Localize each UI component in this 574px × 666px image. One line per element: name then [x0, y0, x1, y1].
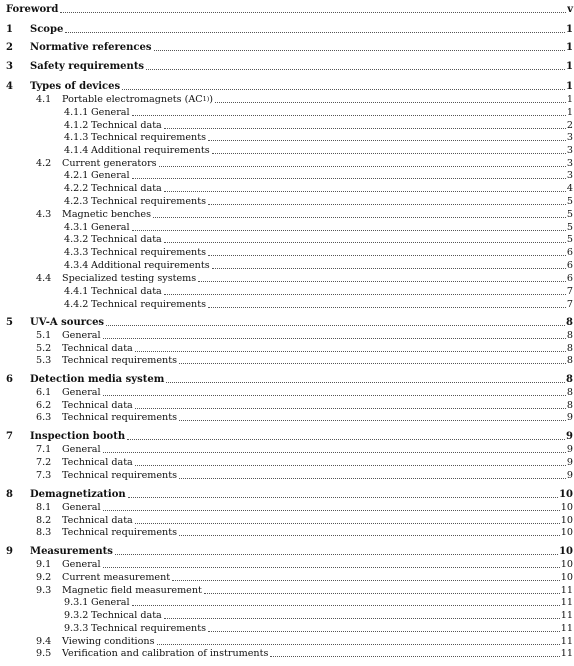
dot-leader — [270, 655, 559, 657]
toc-entry[interactable] — [0, 353, 574, 367]
toc-entry-page-number: 8 — [566, 400, 573, 411]
dot-leader — [179, 419, 566, 421]
toc-entry-page-number: 10 — [560, 515, 573, 526]
toc-entry[interactable] — [0, 372, 574, 386]
toc-entry-page-number: 8 — [566, 387, 573, 398]
toc-entry[interactable] — [0, 621, 574, 635]
toc-entry-title: Portable electromagnets (AC$^{1)}$) — [62, 94, 214, 105]
dot-leader — [215, 101, 566, 103]
toc-entry-number: 4.2 — [36, 158, 52, 169]
dot-leader — [208, 139, 566, 141]
toc-entry-page-number: 6 — [566, 260, 573, 271]
toc-entry-title: General — [62, 502, 101, 513]
dot-leader — [60, 11, 566, 13]
toc-entry-title: Current measurement — [62, 572, 171, 583]
toc-entry-title: Technical requirements — [62, 527, 177, 538]
toc-entry[interactable] — [0, 468, 574, 482]
toc-entry[interactable] — [0, 557, 574, 571]
toc-entry-title: Additional requirements — [91, 145, 210, 156]
toc-entry-number: 4.2.1 — [64, 170, 89, 181]
toc-entry-page-number: 11 — [560, 610, 573, 621]
toc-entry-title: Technical data — [91, 183, 162, 194]
toc-entry-number: 4.1.3 — [64, 132, 89, 143]
dot-leader — [164, 190, 566, 192]
toc-entry[interactable] — [0, 181, 574, 195]
toc-entry[interactable] — [0, 328, 574, 342]
toc-entry-number: 2 — [6, 42, 13, 53]
toc-entry-number: 9.3 — [36, 585, 52, 596]
dot-leader — [157, 643, 560, 645]
toc-entry-title: Scope — [30, 24, 64, 35]
toc-entry-page-number: 1 — [566, 94, 573, 105]
toc-entry-title: Additional requirements — [91, 260, 210, 271]
dot-leader — [135, 350, 566, 352]
toc-entry-page-number: 1 — [566, 107, 573, 118]
toc-entry-number: 8 — [6, 489, 13, 500]
toc-entry-number: 4.3.2 — [64, 234, 89, 245]
toc-entry-page-number: 11 — [560, 597, 573, 608]
toc-entry-title: General — [62, 444, 101, 455]
dot-leader — [212, 152, 566, 154]
toc-entry-page-number: 8 — [566, 374, 573, 385]
toc-entry-title: Technical data — [62, 457, 133, 468]
toc-entry-title: UV-A sources — [30, 317, 105, 328]
toc-entry-number: 4.3 — [36, 209, 52, 220]
toc-entry-number: 4.3.1 — [64, 222, 89, 233]
toc-entry[interactable] — [0, 40, 574, 54]
dot-leader — [208, 306, 566, 308]
toc-entry-title: Technical data — [62, 343, 133, 354]
toc-entry-title: Types of devices — [30, 81, 121, 92]
toc-entry-number: 9 — [6, 546, 13, 557]
dot-leader — [154, 49, 566, 51]
toc-entry[interactable] — [0, 284, 574, 298]
toc-entry-page-number: 10 — [560, 572, 573, 583]
toc-entry-number: 7.3 — [36, 470, 52, 481]
toc-entry-title: General — [62, 559, 101, 570]
toc-entry-number: 5.3 — [36, 355, 52, 366]
toc-entry-number: 4.1 — [36, 94, 52, 105]
toc-entry[interactable] — [0, 315, 574, 329]
dot-leader — [153, 216, 566, 218]
toc-entry-page-number: 11 — [560, 648, 573, 659]
toc-entry[interactable] — [0, 500, 574, 514]
toc-entry-number: 1 — [6, 24, 13, 35]
toc-entry-page-number: 1 — [566, 61, 573, 72]
toc-entry-number: 4.3.3 — [64, 247, 89, 258]
toc-entry-page-number: 10 — [560, 527, 573, 538]
toc-entry[interactable] — [0, 442, 574, 456]
toc-entry-number: 5.1 — [36, 330, 52, 341]
toc-entry-number: 4.1.4 — [64, 145, 89, 156]
toc-entry-title: Demagnetization — [30, 489, 126, 500]
toc-entry-number: 9.3.3 — [64, 623, 89, 634]
toc-entry-number: 4.4.2 — [64, 299, 89, 310]
toc-entry-page-number: 6 — [566, 273, 573, 284]
dot-leader — [65, 31, 565, 33]
toc-entry-page-number: 11 — [560, 585, 573, 596]
dot-leader — [132, 177, 566, 179]
dot-leader — [132, 229, 566, 231]
toc-entry-title: Technical data — [62, 515, 133, 526]
toc-entry-title: General — [91, 222, 130, 233]
dot-leader — [172, 579, 560, 581]
dot-leader — [135, 464, 566, 466]
toc-entry[interactable] — [0, 544, 574, 558]
dot-leader — [146, 68, 565, 70]
toc-entry-title: Magnetic field measurement — [62, 585, 202, 596]
toc-entry-title: Technical data — [91, 286, 162, 297]
toc-entry[interactable] — [0, 410, 574, 424]
toc-entry[interactable] — [0, 455, 574, 469]
toc-entry[interactable] — [0, 130, 574, 144]
toc-entry-number: 4.2.3 — [64, 196, 89, 207]
dot-leader — [127, 438, 565, 440]
dot-leader — [103, 337, 566, 339]
toc-entry-number: 6 — [6, 374, 13, 385]
toc-entry-title: General — [62, 387, 101, 398]
dot-leader — [132, 604, 560, 606]
toc-entry-title: General — [91, 597, 130, 608]
dot-leader — [164, 293, 566, 295]
dot-leader — [132, 114, 566, 116]
toc-entry-number: 4.4.1 — [64, 286, 89, 297]
toc-entry[interactable] — [0, 92, 574, 106]
toc-entry-page-number: 10 — [560, 559, 573, 570]
toc-entry-page-number: 1 — [566, 42, 573, 53]
toc-entry[interactable] — [0, 105, 574, 119]
dot-leader — [128, 496, 558, 498]
toc-entry-page-number: 10 — [559, 489, 573, 500]
toc-entry-page-number: 3 — [566, 158, 573, 169]
toc-entry-title: Specialized testing systems — [62, 273, 197, 284]
toc-entry-page-number: 10 — [559, 546, 573, 557]
toc-entry-title: Technical data — [91, 120, 162, 131]
toc-entry-title: Measurements — [30, 546, 113, 557]
toc-entry-number: 6.2 — [36, 400, 52, 411]
toc-entry[interactable] — [0, 245, 574, 259]
dot-leader — [179, 534, 560, 536]
toc-entry-page-number: 4 — [566, 183, 573, 194]
toc-entry-title: Technical requirements — [91, 247, 206, 258]
toc-entry-page-number: 9 — [566, 412, 573, 423]
toc-entry-page-number: 9 — [566, 457, 573, 468]
toc-entry[interactable] — [0, 143, 574, 157]
toc-entry-number: 4.4 — [36, 273, 52, 284]
toc-entry-page-number: 9 — [566, 431, 573, 442]
dot-leader — [198, 280, 566, 282]
toc-entry-number: 9.3.1 — [64, 597, 89, 608]
toc-entry[interactable] — [0, 59, 574, 73]
toc-entry-page-number: 8 — [566, 330, 573, 341]
toc-entry-title: General — [91, 107, 130, 118]
toc-entry-number: 9.4 — [36, 636, 52, 647]
dot-leader — [106, 324, 565, 326]
toc-entry-page-number: 3 — [566, 170, 573, 181]
dot-leader — [164, 617, 560, 619]
toc-entry[interactable] — [0, 194, 574, 208]
toc-entry-title: Technical requirements — [91, 623, 206, 634]
toc-entry-number: 9.3.2 — [64, 610, 89, 621]
toc-entry-title: Magnetic benches — [62, 209, 152, 220]
toc-entry-page-number: 8 — [566, 343, 573, 354]
toc-entry-title: Technical requirements — [62, 412, 177, 423]
footnote-marker: 1) — [202, 95, 210, 103]
toc-entry[interactable] — [0, 258, 574, 272]
dot-leader — [164, 127, 566, 129]
toc-entry-number: 7.2 — [36, 457, 52, 468]
toc-entry-title: Technical requirements — [91, 299, 206, 310]
toc-entry[interactable] — [0, 22, 574, 36]
toc-entry-number: 4.1.1 — [64, 107, 89, 118]
toc-entry-title: General — [62, 330, 101, 341]
toc-entry-number: 4.1.2 — [64, 120, 89, 131]
toc-entry[interactable] — [0, 207, 574, 221]
toc-entry[interactable] — [0, 79, 574, 93]
toc-entry-title: Technical data — [62, 400, 133, 411]
toc-entry[interactable] — [0, 487, 574, 501]
toc-entry-page-number: 10 — [560, 502, 573, 513]
dot-leader — [166, 381, 565, 383]
dot-leader — [115, 553, 558, 555]
toc-entry-page-number: 5 — [566, 222, 573, 233]
dot-leader — [179, 477, 566, 479]
toc-entry-page-number: 8 — [566, 317, 573, 328]
toc-entry[interactable] — [0, 429, 574, 443]
dot-leader — [208, 203, 566, 205]
toc-entry-page-number: 8 — [566, 355, 573, 366]
toc-entry-number: 5 — [6, 317, 13, 328]
toc-entry[interactable] — [0, 168, 574, 182]
toc-entry-page-number: 9 — [566, 444, 573, 455]
toc-entry[interactable] — [0, 646, 574, 660]
toc-entry-number: 7.1 — [36, 444, 52, 455]
toc-entry[interactable] — [0, 271, 574, 285]
toc-entry-page-number: 3 — [566, 145, 573, 156]
toc-entry-title: Technical data — [91, 610, 162, 621]
toc-entry[interactable] — [0, 608, 574, 622]
toc-entry-page-number: 9 — [566, 470, 573, 481]
toc-entry-page-number: 5 — [566, 209, 573, 220]
dot-leader — [208, 254, 566, 256]
toc-entry-page-number: 7 — [566, 286, 573, 297]
toc-entry-number: 9.1 — [36, 559, 52, 570]
toc-entry-page-number: 1 — [566, 24, 573, 35]
toc-entry[interactable] — [0, 385, 574, 399]
toc-entry-page-number: 2 — [566, 120, 573, 131]
dot-leader — [204, 592, 560, 594]
toc-entry-page-number: 5 — [566, 196, 573, 207]
toc-entry-page-number: v — [567, 4, 573, 15]
dot-leader — [208, 630, 560, 632]
dot-leader — [103, 566, 560, 568]
toc-entry-title: Technical requirements — [62, 355, 177, 366]
dot-leader — [135, 407, 566, 409]
toc-entry-number: 9.5 — [36, 648, 52, 659]
toc-entry-number: 5.2 — [36, 343, 52, 354]
toc-entry-title: Current generators — [62, 158, 157, 169]
toc-entry-title: Detection media system — [30, 374, 165, 385]
dot-leader — [122, 88, 565, 90]
dot-leader — [212, 267, 566, 269]
toc-entry[interactable] — [0, 297, 574, 311]
toc-entry-title: Inspection booth — [30, 431, 126, 442]
dot-leader — [159, 165, 566, 167]
toc-entry-number: 4.3.4 — [64, 260, 89, 271]
toc-entry-number: 8.3 — [36, 527, 52, 538]
toc-entry-page-number: 7 — [566, 299, 573, 310]
dot-leader — [164, 241, 566, 243]
toc-entry-title: Technical data — [91, 234, 162, 245]
toc-entry[interactable] — [0, 232, 574, 246]
dot-leader — [135, 522, 560, 524]
toc-entry-title: Technical requirements — [91, 196, 206, 207]
toc-entry-number: 4 — [6, 81, 13, 92]
toc-entry-number: 9.2 — [36, 572, 52, 583]
toc-entry-number: 3 — [6, 61, 13, 72]
toc-entry-title: Technical requirements — [62, 470, 177, 481]
toc-entry-title: Foreword — [6, 4, 59, 15]
toc-entry-page-number: 1 — [566, 81, 573, 92]
toc-entry-number: 7 — [6, 431, 13, 442]
toc-entry-title: Safety requirements — [30, 61, 145, 72]
toc-entry-number: 6.1 — [36, 387, 52, 398]
toc-entry[interactable] — [0, 595, 574, 609]
toc-entry-page-number: 11 — [560, 623, 573, 634]
toc-entry[interactable] — [0, 525, 574, 539]
toc-entry-number: 4.2.2 — [64, 183, 89, 194]
toc-entry-title: Technical requirements — [91, 132, 206, 143]
toc-entry-title: Viewing conditions — [62, 636, 155, 647]
toc-entry-number: 8.1 — [36, 502, 52, 513]
toc-entry-number: 8.2 — [36, 515, 52, 526]
toc-entry-title: Verification and calibration of instruments — [62, 648, 269, 659]
toc-entry-title: General — [91, 170, 130, 181]
dot-leader — [179, 362, 566, 364]
dot-leader — [103, 451, 566, 453]
toc-entry-page-number: 6 — [566, 247, 573, 258]
toc-entry-page-number: 3 — [566, 132, 573, 143]
toc-entry-title: Normative references — [30, 42, 152, 53]
dot-leader — [103, 394, 566, 396]
toc-entry-page-number: 11 — [560, 636, 573, 647]
dot-leader — [103, 509, 560, 511]
toc-entry[interactable] — [0, 570, 574, 584]
toc-entry-page-number: 5 — [566, 234, 573, 245]
toc-entry-number: 6.3 — [36, 412, 52, 423]
toc-entry[interactable] — [0, 2, 574, 16]
